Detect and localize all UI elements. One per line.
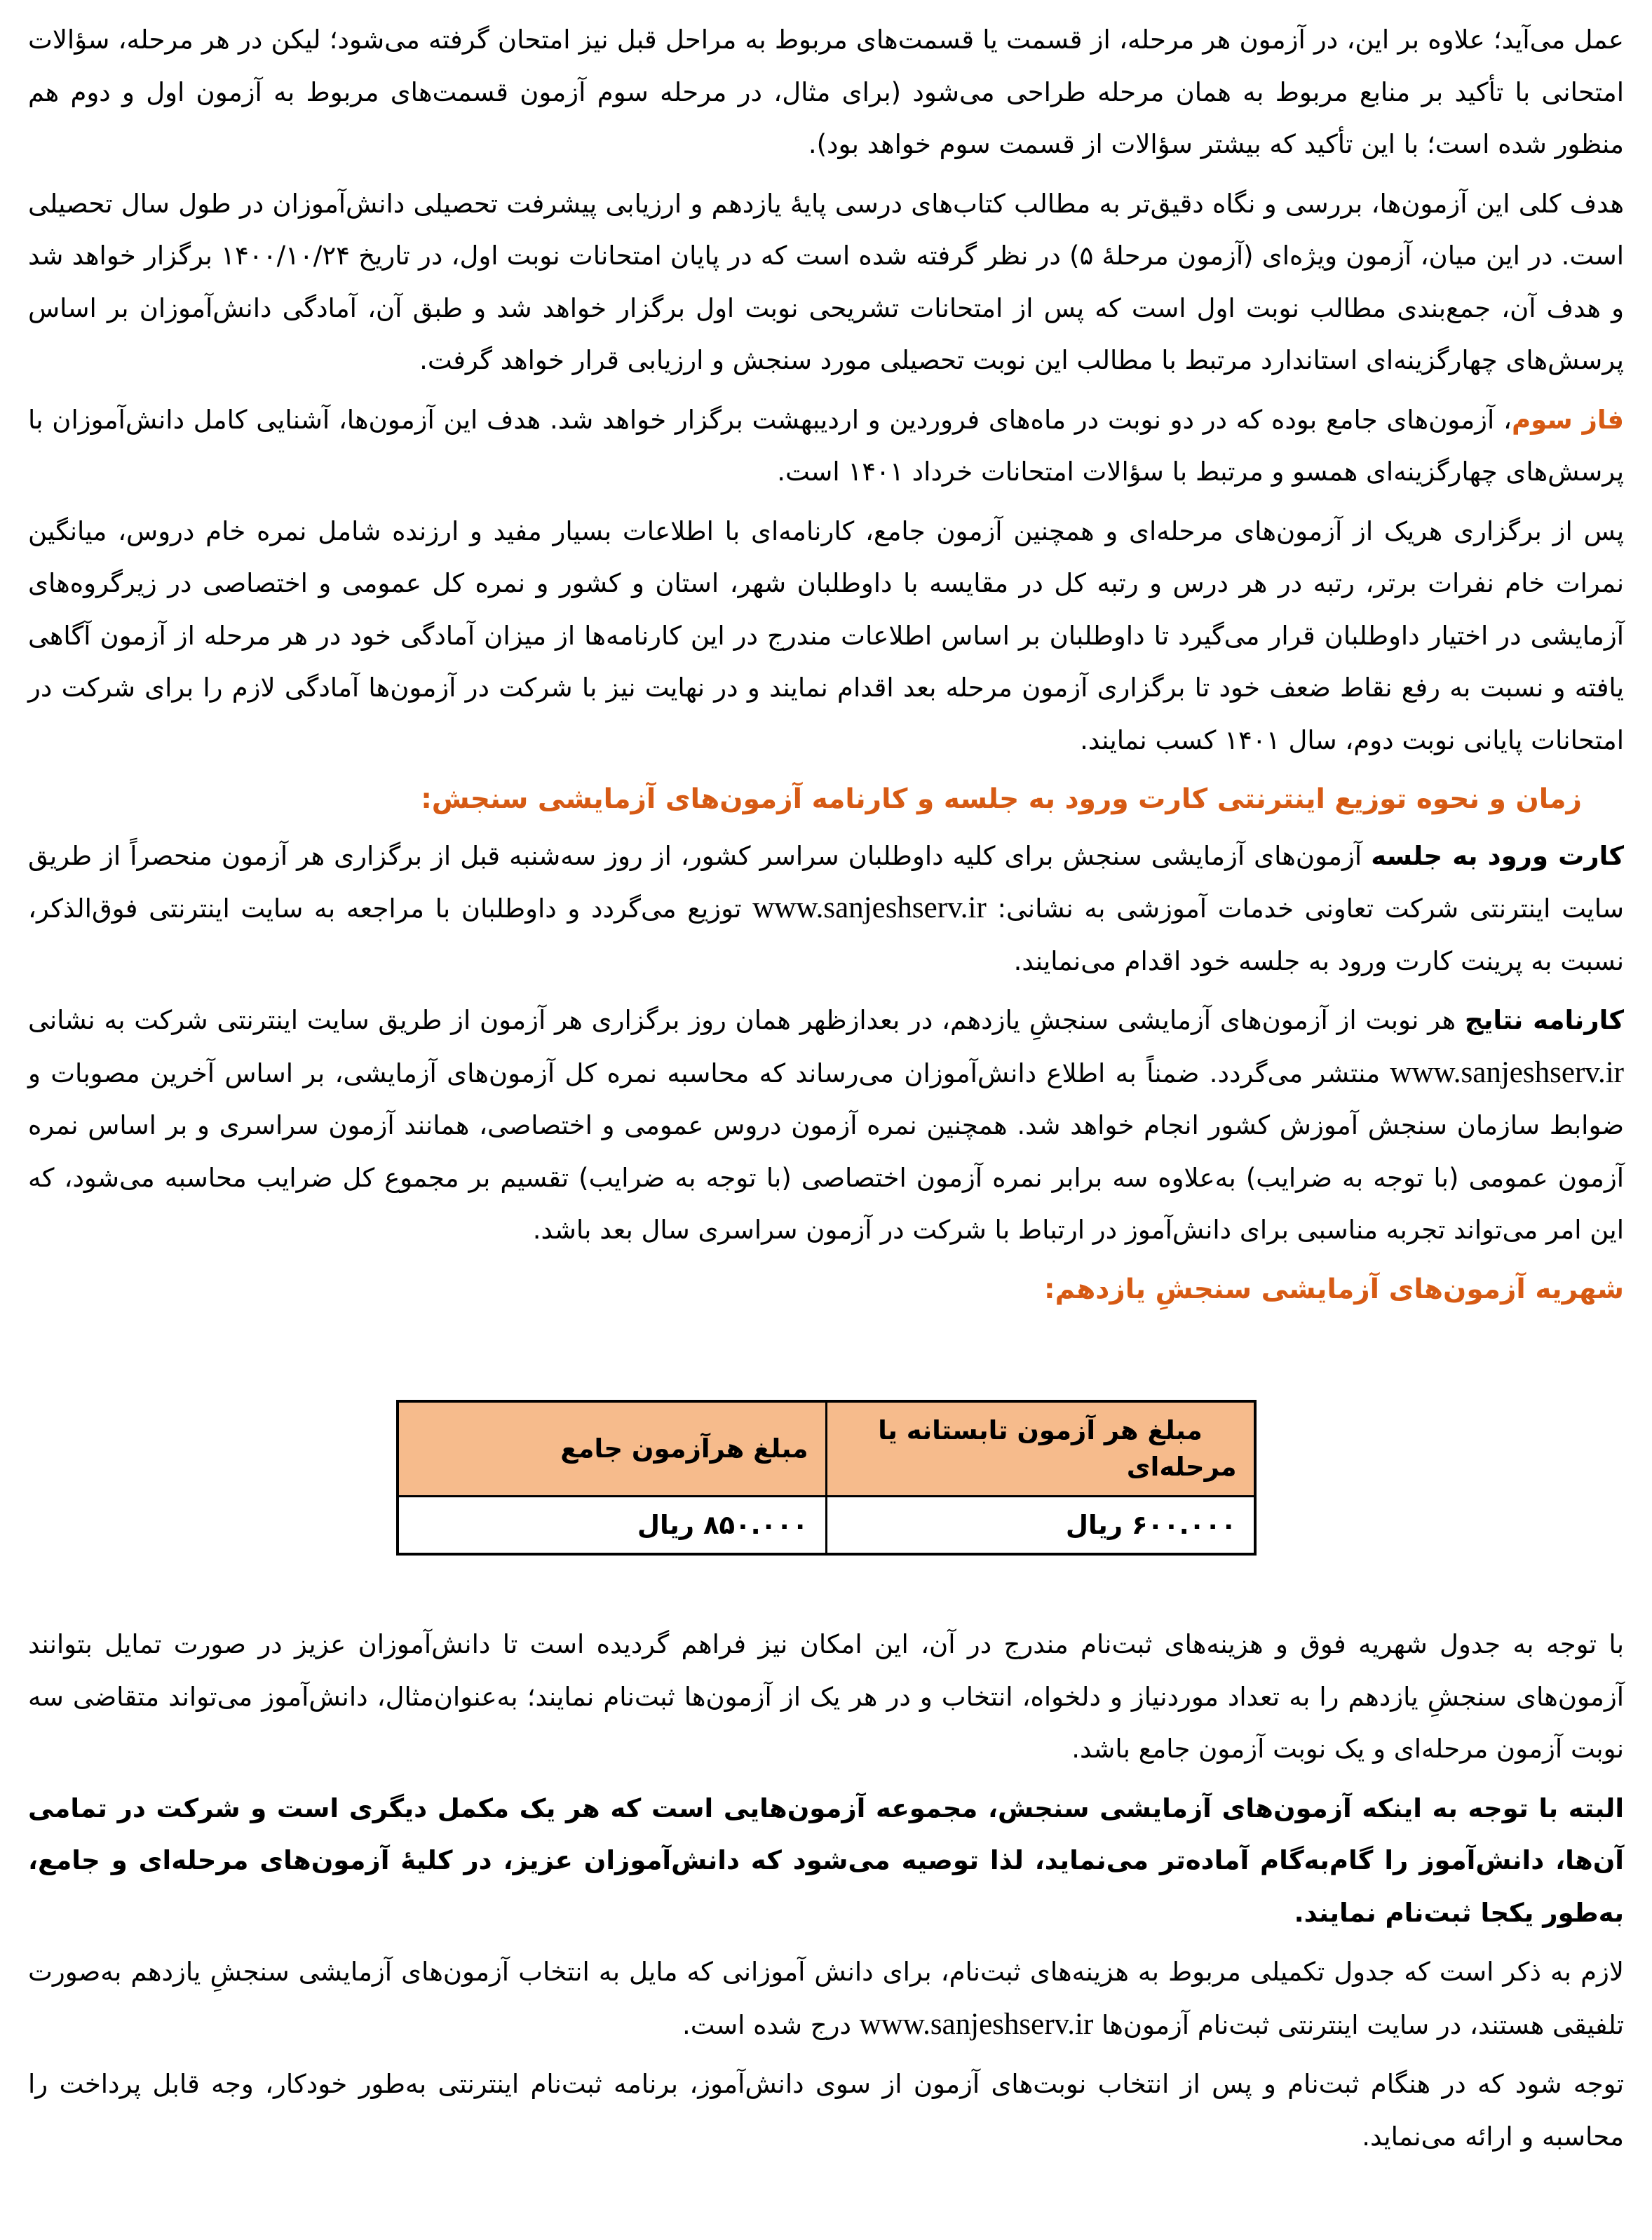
table-header-row	[398, 1401, 1255, 1496]
paragraph-text: هر نوبت از آزمون‌های آزمایشی سنجشِ یازدهم، در بعدازظهر همان روز برگزاری هر آزمون از طریق سایت اینترنتی شرکت به نشانی	[28, 1005, 1465, 1035]
stage-fee-value: ۶۰۰.۰۰۰ ریال	[826, 1496, 1255, 1554]
paragraph-text: عمل می‌آید؛ علاوه بر این، در آزمون هر مرحله، از قسمت یا قسمت‌های مربوط به مراحل قبل نیز امتحان گرفته می‌شود؛ لیکن در هر مرحله، سؤالات امتحانی با تأکید بر منابع مربوط به همان مرحله طراحی می‌شود (برای مثال، در مرحله سوم آزمون قسمت‌های مربوط به آزمون اول و دوم هم منظور شده است؛ با این تأکید که بیشتر سؤالات از قسمت سوم خواهد بود).	[28, 25, 1624, 159]
paragraph-goal	[28, 178, 1624, 387]
paragraph-supplementary-table	[28, 1946, 1624, 2051]
paragraph-text: منتشر می‌گردد. ضمناً به اطلاع دانش‌آموزان می‌رساند که محاسبه نمره کل آزمون‌های آزمایشی، بر اساس آخرین مصوبات و ضوابط سازمان سنجش آموزش کشور انجام خواهد شد. همچنین نمره آزمون دروس عمومی و اختصاصی، همانند آزمون سراسری و بر اساس نمره آزمون عمومی (با توجه به ضرایب) به‌علاوه سه برابر نمره آزمون اختصاصی (با توجه به ضرایب) تقسیم بر مجموع کل ضرایب محاسبه می‌شود، که این امر می‌تواند تجربه مناسبی برای دانش‌آموز در ارتباط با شرکت در آزمون سراسری سال بعد باشد.	[28, 1058, 1624, 1245]
paragraph-text: توجه شود که در هنگام ثبت‌نام و پس از انتخاب نوبت‌های آزمون از سوی دانش‌آموز، برنامه ثبت‌نام اینترنتی به‌طور خودکار، وجه قابل پرداخت را محاسبه و ارائه می‌نماید.	[28, 2069, 1624, 2152]
paragraph-results-card	[28, 994, 1624, 1257]
section-heading-fees: شهریه آزمون‌های آزمایشی سنجشِ یازدهم:	[1044, 1273, 1624, 1305]
fee-table-container	[28, 1400, 1624, 1556]
website-link[interactable]: www.sanjeshserv.ir	[859, 2007, 1094, 2041]
paragraph-automatic-payment	[28, 2058, 1624, 2163]
paragraph-text: البته با توجه به اینکه آزمون‌های آزمایشی سنجش، مجموعه آزمون‌هایی است که هر یک مکمل دیگری است و شرکت در تمامی آن‌ها، دانش‌آموز را گام‌به‌گام آماده‌تر می‌نماید، لذا توصیه می‌شود که دانش‌آموزان عزیز، در کلیهٔ آزمون‌های مرحله‌ای و جامع، به‌طور یکجا ثبت‌نام نمایند.	[28, 1793, 1624, 1928]
column-header-stage-fee: مبلغ هر آزمون تابستانه یا مرحله‌ای	[826, 1401, 1255, 1496]
section-heading-distribution: زمان و نحوه توزیع اینترنتی کارت ورود به جلسه و کارنامه آزمون‌های آزمایشی سنجش:	[421, 783, 1582, 815]
results-card-label: کارنامه نتایج	[1464, 1005, 1624, 1035]
website-link[interactable]: www.sanjeshserv.ir	[752, 891, 987, 924]
phase-three-label: فاز سوم	[1512, 404, 1624, 435]
paragraph-report-card	[28, 506, 1624, 767]
paragraph-flexible-registration	[28, 1619, 1624, 1776]
website-link[interactable]: www.sanjeshserv.ir	[1390, 1055, 1624, 1089]
paragraph-text: ، آزمون‌های جامع بوده که در دو نوبت در ماه‌های فروردین و اردیبهشت برگزار خواهد شد. هدف این آزمون‌ها، آشنایی کامل دانش‌آموزان با پرسش‌های چهارگزینه‌ای همسو و مرتبط با سؤالات امتحانات خرداد ۱۴۰۱ است.	[28, 404, 1624, 487]
document-body	[28, 14, 1624, 2170]
comprehensive-fee-value: ۸۵۰.۰۰۰ ریال	[398, 1496, 827, 1554]
column-header-comprehensive-fee: مبلغ هرآزمون جامع	[398, 1401, 827, 1496]
paragraph-recommendation	[28, 1783, 1624, 1940]
paragraph-phase-three	[28, 394, 1624, 499]
entry-card-label: کارت ورود به جلسه	[1371, 840, 1624, 871]
paragraph-text: آزمون‌های آزمایشی سنجش برای کلیه داوطلبان سراسر کشور، از روز سه‌شنبه قبل از برگزاری هر آزمون منحصراً از طریق سایت اینترنتی شرکت تعاونی خدمات آموزشی به نشانی:	[28, 840, 1624, 924]
paragraph-entry-card	[28, 830, 1624, 988]
paragraph-text: توزیع می‌گردد و داوطلبان با مراجعه به سایت اینترنتی فوق‌الذکر، نسبت به پرینت کارت ورود به جلسه خود اقدام می‌نمایند.	[28, 893, 1624, 976]
paragraph-text: پس از برگزاری هریک از آزمون‌های مرحله‌ای و همچنین آزمون جامع، کارنامه‌ای با اطلاعات بسیار مفید و ارزنده شامل نمره خام دروس، میانگین نمرات خام نفرات برتر، رتبه در هر درس و رتبه کل در مقایسه با داوطلبان شهر، استان و کشور و نمره کل عمومی و اختصاصی در زیرگروه‌های آزمایشی در اختیار داوطلبان قرار می‌گیرد تا داوطلبان بر اساس اطلاعات مندرج در این کارنامه‌ها از میزان آمادگی خود در هر مرحله از آزمون آگاهی یافته و نسبت به رفع نقاط ضعف خود تا برگزاری آزمون مرحله بعد اقدام نمایند و در نهایت نیز با شرکت در آزمون‌ها آمادگی لازم را برای شرکت در امتحانات پایانی نوبت دوم، سال ۱۴۰۱ کسب نمایند.	[28, 515, 1624, 755]
fee-table	[396, 1400, 1257, 1556]
table-row	[398, 1496, 1255, 1554]
paragraph-text: هدف کلی این آزمون‌ها، بررسی و نگاه دقیق‌تر به مطالب کتاب‌های درسی پایهٔ یازدهم و ارزیابی پیشرفت تحصیلی دانش‌آموزان در طول سال تحصیلی است. در این میان، آزمون ویژه‌ای (آزمون مرحلهٔ ۵) در نظر گرفته شده است که در پایان امتحانات نوبت اول، در تاریخ ۱۴۰۰/۱۰/۲۴ برگزار خواهد شد و هدف آن، جمع‌بندی مطالب نوبت اول است که پس از امتحانات تشریحی نوبت اول برگزار خواهد شد و طبق آن، آمادگی دانش‌آموزان بر اساس پرسش‌های چهارگزینه‌ای استاندارد مرتبط با مطالب این نوبت تحصیلی مورد سنجش و ارزیابی قرار خواهد گرفت.	[28, 188, 1625, 375]
paragraph-stage-exams	[28, 14, 1624, 171]
paragraph-text: درج شده است.	[682, 2009, 860, 2040]
paragraph-text: با توجه به جدول شهریه فوق و هزینه‌های ثبت‌نام مندرج در آن، این امکان نیز فراهم گردیده است تا دانش‌آموزان عزیز در صورت تمایل بتوانند آزمون‌های سنجشِ یازدهم را به تعداد موردنیاز و دلخواه، انتخاب و در هر یک از آزمون‌ها ثبت‌نام نمایند؛ به‌عنوان‌مثال، دانش‌آموز می‌تواند متقاضی سه نوبت آزمون مرحله‌ای و یک نوبت آزمون جامع باشد.	[28, 1629, 1624, 1765]
paragraph-text: لازم به ذکر است که جدول تکمیلی مربوط به هزینه‌های ثبت‌نام، برای دانش آموزانی که مایل به انتخاب آزمون‌های آزمایشی سنجشِ یازدهم به‌صورت تلفیقی هستند، در سایت اینترنتی ثبت‌نام آزمون‌ها	[28, 1957, 1624, 2040]
